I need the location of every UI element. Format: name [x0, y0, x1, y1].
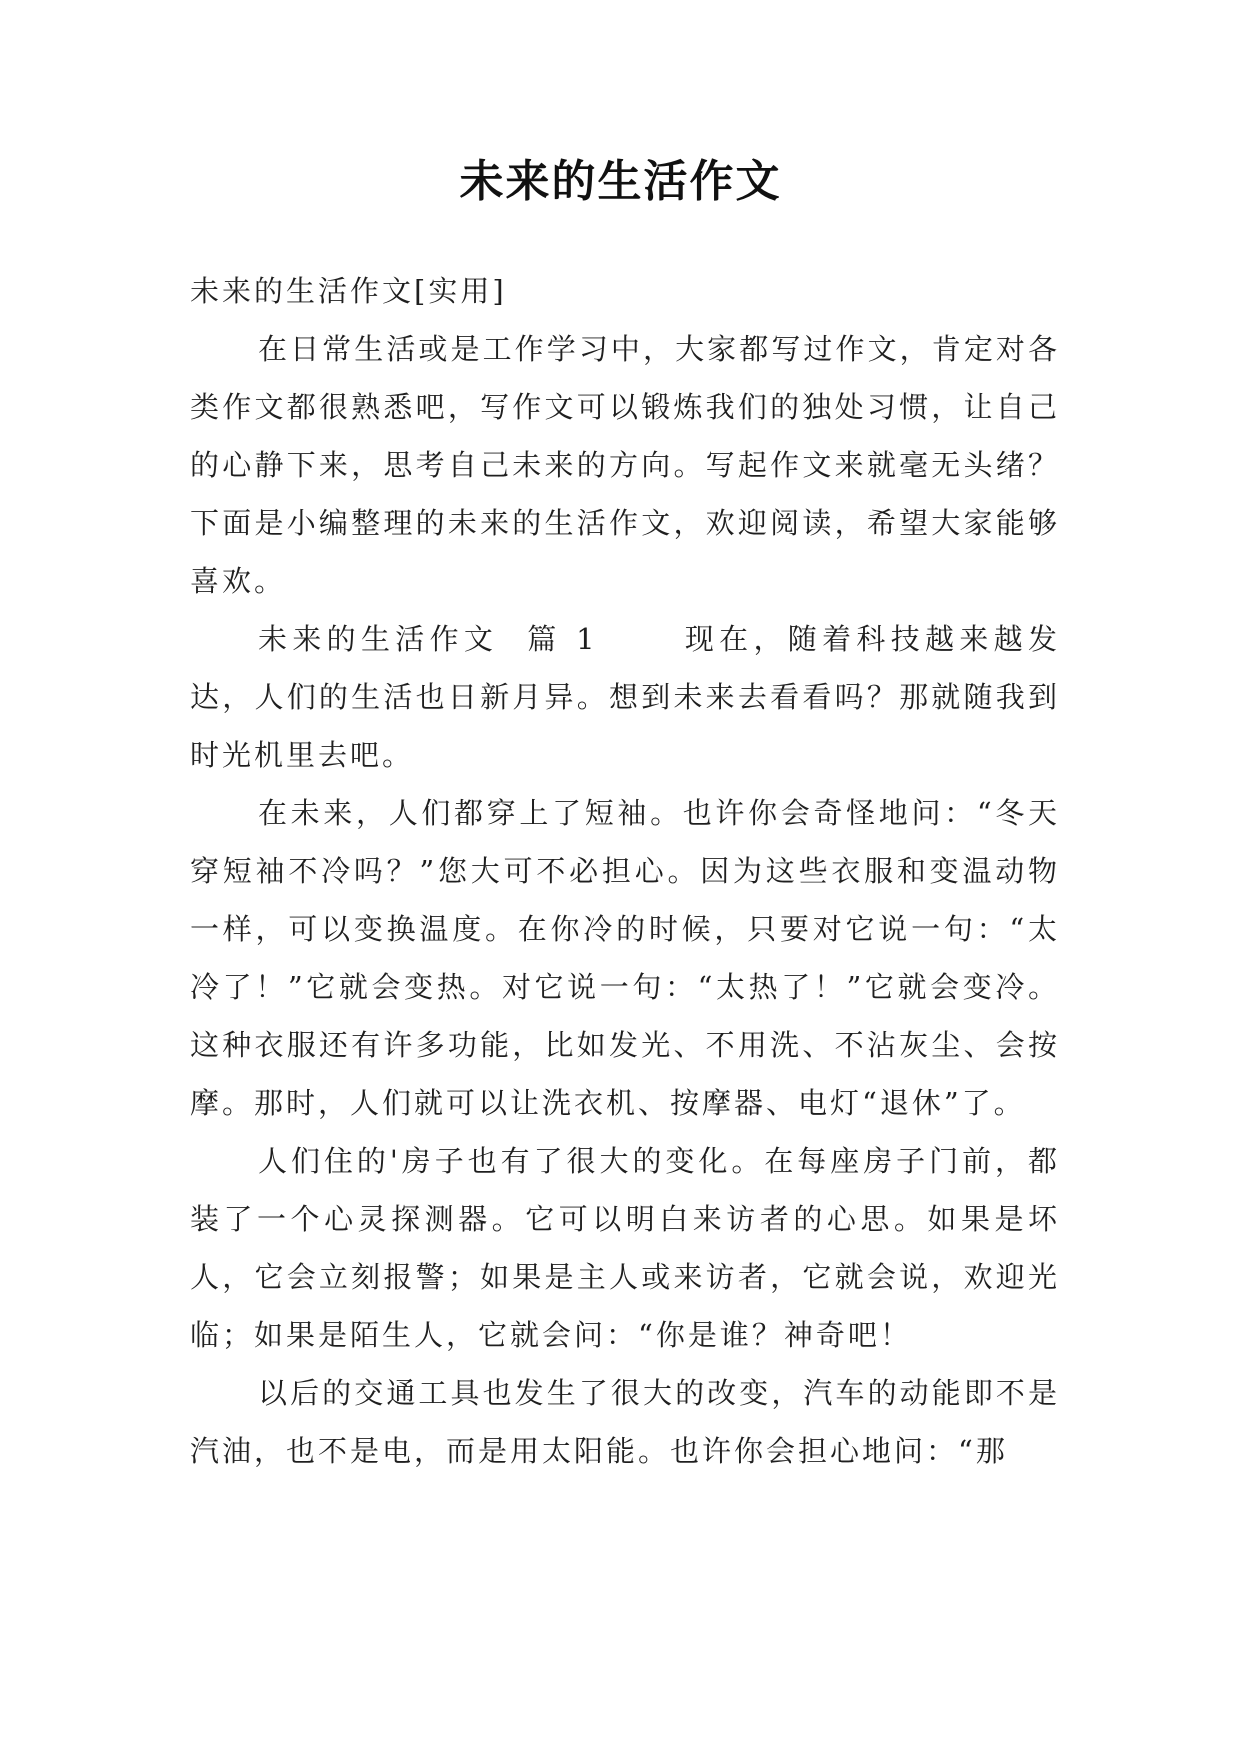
- intro-paragraph: 在日常生活或是工作学习中，大家都写过作文，肯定对各类作文都很熟悉吧，写作文可以锻炼我们的独处习惯，让自己的心静下来，思考自己未来的方向。写起作文来就毫无头绪？下面是小编整理的未来的生活作文，欢迎阅读，希望大家能够喜欢。: [190, 332, 1060, 598]
- house-paragraph: 人们住的'房子也有了很大的变化。在每座房子门前，都装了一个心灵探测器。它可以明白来访者的心思。如果是坏人，它会立刻报警；如果是主人或来访者，它就会说，欢迎光临；如果是陌生人，它就会问：“你是谁？神奇吧！: [190, 1144, 1060, 1352]
- section-heading-paragraph: 未来的生活作文 篇 1 现在，随着科技越来越发达，人们的生活也日新月异。想到未来去看看吗？那就随我到时光机里去吧。: [190, 622, 1060, 772]
- transport-paragraph: 以后的交通工具也发生了很大的改变，汽车的动能即不是汽油，也不是电，而是用太阳能。也许你会担心地问：“那: [190, 1376, 1060, 1468]
- clothing-paragraph: 在未来，人们都穿上了短袖。也许你会奇怪地问：“冬天穿短袖不冷吗？”您大可不必担心。因为这些衣服和变温动物一样，可以变换温度。在你冷的时候，只要对它说一句：“太冷了！”它就会变热。对它说一句：“太热了！”它就会变冷。这种衣服还有许多功能，比如发光、不用洗、不沾灰尘、会按摩。那时，人们就可以让洗衣机、按摩器、电灯“退休”了。: [190, 796, 1060, 1120]
- subtitle-paragraph: 未来的生活作文[实用]: [190, 274, 507, 308]
- document-title: 未来的生活作文: [459, 156, 782, 207]
- document-body: [190, 262, 1060, 1480]
